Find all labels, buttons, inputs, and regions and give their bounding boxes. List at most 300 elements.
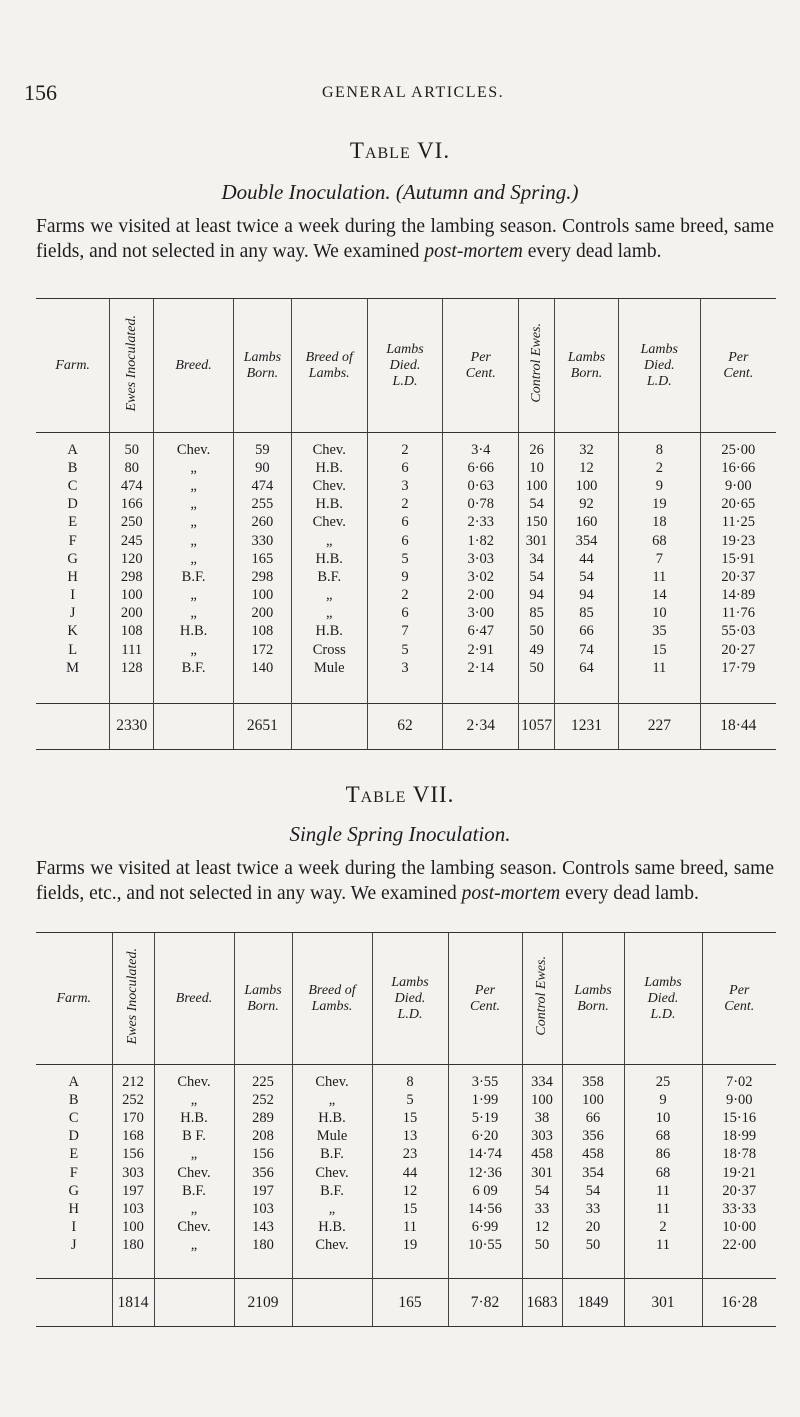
table-cell: 3·02 [443,568,519,586]
table-cell: „ [292,1091,372,1109]
gap-row [36,1255,776,1279]
table-cell: 303 [112,1164,154,1182]
table-cell: B.F. [154,659,234,677]
table-row [36,1200,776,1218]
table-cell: 25 [624,1073,702,1091]
table-cell: 11 [618,659,700,677]
table-cell: C [68,1109,79,1126]
table-cell: 140 [233,659,291,677]
column-header: Per Cent. [702,933,776,1065]
table-cell: 32 [555,441,619,459]
table-cell: 10·55 [448,1237,522,1255]
table-cell: 10 [519,459,555,477]
table7 [36,932,776,1327]
table-cell: 458 [522,1146,562,1164]
total-cell [154,1279,234,1327]
table-cell: 156 [112,1146,154,1164]
table-cell: H.B. [291,550,367,568]
table-cell: 180 [234,1237,292,1255]
table-cell: Chev. [291,477,367,495]
table-cell: 250 [110,514,154,532]
table-cell: C [67,477,78,494]
table-cell: L [68,641,78,658]
table-cell: 12 [372,1182,448,1200]
table-cell: 0·63 [443,477,519,495]
table-cell: 6·66 [443,459,519,477]
table-cell: „ [291,532,367,550]
table7-total-row [36,1279,776,1327]
table-cell: 2 [618,459,700,477]
table-cell: Chev. [292,1237,372,1255]
gap-row [36,433,776,442]
column-header [522,933,562,1065]
total-cell [291,703,367,749]
table-cell: 197 [112,1182,154,1200]
table-cell: 108 [110,623,154,641]
table6-title: Table VI. [349,138,451,163]
table-cell: 150 [519,514,555,532]
table-cell: „ [154,532,234,550]
table-cell: 9·00 [700,477,776,495]
table-cell: 14·74 [448,1146,522,1164]
table-cell: 6 [367,459,443,477]
table-cell: 10 [624,1109,702,1127]
table-cell: „ [154,1237,234,1255]
table-cell: 44 [372,1164,448,1182]
table-cell: 11 [624,1182,702,1200]
table-cell: 2·91 [443,641,519,659]
table-cell: B.F. [154,1182,234,1200]
table-cell: 34 [519,550,555,568]
total-cell: 165 [372,1279,448,1327]
column-header-label: Control Ewes. [528,323,544,403]
table-row [36,1146,776,1164]
total-cell [292,1279,372,1327]
table-cell: 18·78 [702,1146,776,1164]
table-cell: 8 [618,441,700,459]
table-cell: B.F. [292,1182,372,1200]
table-cell: 15·16 [702,1109,776,1127]
table-cell: 7 [367,623,443,641]
total-cell: 2109 [234,1279,292,1327]
table-cell: 18 [618,514,700,532]
table-cell: 10·00 [702,1219,776,1237]
table-cell: 0·78 [443,496,519,514]
table-cell: 13 [372,1128,448,1146]
table-cell: 15 [372,1109,448,1127]
total-cell: 1849 [562,1279,624,1327]
table-cell: 19 [618,496,700,514]
table-cell: 108 [233,623,291,641]
table-cell: 289 [234,1109,292,1127]
table-cell: 301 [522,1164,562,1182]
table-cell: 23 [372,1146,448,1164]
table-cell: I [71,1219,77,1236]
column-header: Per Cent. [448,933,522,1065]
total-cell: 301 [624,1279,702,1327]
table-cell: 25·00 [700,441,776,459]
column-header: Lambs Born. [562,933,624,1065]
column-header: Breed of Lambs. [291,299,367,433]
table-cell: 156 [234,1146,292,1164]
table-cell: 20·27 [700,641,776,659]
table-cell: 12·36 [448,1164,522,1182]
table-cell: 354 [555,532,619,550]
table-cell: 474 [110,477,154,495]
column-header-label: Ewes Inoculated. [125,947,140,1045]
table-cell: 358 [562,1073,624,1091]
table-row [36,477,776,495]
table-cell: 143 [234,1219,292,1237]
table-cell: 356 [234,1164,292,1182]
table-cell: D [67,496,78,513]
table-cell: 298 [110,568,154,586]
table-cell: 33 [522,1200,562,1218]
table-cell: „ [154,459,234,477]
table-cell: 26 [519,441,555,459]
table-cell: 3·55 [448,1073,522,1091]
table-cell: H.B. [291,623,367,641]
table-cell: 64 [555,659,619,677]
table-cell: Mule [292,1128,372,1146]
table-cell: „ [291,587,367,605]
table-cell: Chev. [154,1164,234,1182]
table-cell: 15 [618,641,700,659]
table-cell: 15 [372,1200,448,1218]
table-cell: Chev. [292,1073,372,1091]
table-cell: 50 [562,1237,624,1255]
table-cell: H.B. [292,1109,372,1127]
table-cell: 54 [555,568,619,586]
table-cell: 2 [367,496,443,514]
table-cell: 100 [519,477,555,495]
table-cell: 225 [234,1073,292,1091]
table-cell: 54 [519,568,555,586]
table-cell: 68 [624,1128,702,1146]
table-cell: Mule [291,659,367,677]
table-cell: M [66,659,80,676]
table-cell: 54 [522,1182,562,1200]
table-cell: 252 [234,1091,292,1109]
column-header: Breed of Lambs. [292,933,372,1065]
table-cell: 2·14 [443,659,519,677]
table-cell: 2 [367,441,443,459]
table-cell: H.B. [292,1219,372,1237]
column-header: Lambs Died. L.D. [618,299,700,433]
table-cell: 85 [519,605,555,623]
table-cell: 9 [624,1091,702,1109]
table6-total-row [36,703,776,749]
table-row [36,1237,776,1255]
table-cell: 3·03 [443,550,519,568]
table-cell: 6·47 [443,623,519,641]
table-cell: 10 [618,605,700,623]
table-cell: 128 [110,659,154,677]
table-cell: 11 [618,568,700,586]
table-cell: B.F. [291,568,367,586]
table-cell: 94 [555,587,619,605]
table-cell: „ [154,550,234,568]
table-cell: 100 [110,587,154,605]
table-cell: 2 [367,587,443,605]
table7-subtitle: Single Spring Inoculation. [289,822,511,846]
table-row [36,1091,776,1109]
table-cell: 94 [519,587,555,605]
table-row [36,496,776,514]
table-cell: 35 [618,623,700,641]
table-cell: 200 [233,605,291,623]
table-cell: 20·65 [700,496,776,514]
table-cell: G [68,1182,79,1199]
intro-emphasis: post-mortem [461,883,561,904]
total-cell: 2·34 [443,703,519,749]
intro-text-end: every dead lamb. [522,241,662,262]
gap-row [36,677,776,703]
column-header: Lambs Died. L.D. [624,933,702,1065]
table-cell: 11·76 [700,605,776,623]
table-row [36,1182,776,1200]
table-cell: „ [154,477,234,495]
table-row [36,1164,776,1182]
table-cell: 3·4 [443,441,519,459]
table-cell: 6 09 [448,1182,522,1200]
table-cell: 166 [110,496,154,514]
table-cell: 458 [562,1146,624,1164]
table-cell: F [69,1164,78,1181]
table-cell: G [67,550,78,567]
total-cell: 1814 [112,1279,154,1327]
table-row [36,532,776,550]
table-cell: 38 [522,1109,562,1127]
gap-row [36,1065,776,1074]
table-cell: 7·02 [702,1073,776,1091]
column-header [110,299,154,433]
table-cell: 100 [233,587,291,605]
table-cell: 245 [110,532,154,550]
table-cell: J [70,1237,77,1254]
table-row [36,587,776,605]
table-cell: A [67,441,78,458]
table-cell: 165 [233,550,291,568]
column-header: Lambs Born. [555,299,619,433]
table-cell: 15·91 [700,550,776,568]
table-cell: 160 [555,514,619,532]
table-cell: 19·23 [700,532,776,550]
table-cell: 54 [562,1182,624,1200]
table-cell: „ [154,1091,234,1109]
table-cell: 33 [562,1200,624,1218]
table-cell: 11·25 [700,514,776,532]
table-cell: „ [154,514,234,532]
table-cell: 172 [233,641,291,659]
table-cell: 111 [110,641,154,659]
table-cell: 354 [562,1164,624,1182]
column-header [519,299,555,433]
table-cell: 356 [562,1128,624,1146]
table-row [36,1219,776,1237]
table-cell: 11 [372,1219,448,1237]
table-cell: 86 [624,1146,702,1164]
table-cell: 168 [112,1128,154,1146]
table-row [36,605,776,623]
table-cell: 197 [234,1182,292,1200]
table-cell: „ [154,1200,234,1218]
table-cell: 92 [555,496,619,514]
table-cell: 200 [110,605,154,623]
total-cell: 1057 [519,703,555,749]
table-row [36,1109,776,1127]
table-cell: 20·37 [700,568,776,586]
table-cell: „ [154,1146,234,1164]
table-cell: 74 [555,641,619,659]
table-cell: 22·00 [702,1237,776,1255]
table-cell: 2·00 [443,587,519,605]
table-cell: 255 [233,496,291,514]
table-cell: 80 [110,459,154,477]
table-cell: B F. [154,1128,234,1146]
table-cell: 11 [624,1200,702,1218]
table-cell: H.B. [154,1109,234,1127]
table-cell: 6·99 [448,1219,522,1237]
column-header: Lambs Died. L.D. [372,933,448,1065]
table-cell: „ [291,605,367,623]
table-row [36,659,776,677]
table-cell: 5 [372,1091,448,1109]
table-cell: 100 [562,1091,624,1109]
table-cell: E [68,514,78,531]
table-cell: 100 [112,1219,154,1237]
table-cell: B.F. [292,1146,372,1164]
table-cell: Chev. [154,1219,234,1237]
table-cell: B.F. [154,568,234,586]
table-cell: „ [154,496,234,514]
table7-title: Table VII. [345,782,455,807]
table-row [36,441,776,459]
table-cell: 90 [233,459,291,477]
table-row [36,1073,776,1091]
table-cell: I [70,587,76,604]
running-head: GENERAL ARTICLES. [322,84,505,101]
table-cell: 3·00 [443,605,519,623]
column-header: Per Cent. [700,299,776,433]
table-cell: H.B. [291,459,367,477]
table-cell: H [67,568,78,585]
table-cell: 100 [555,477,619,495]
page-number: 156 [24,80,57,105]
table-cell: 50 [519,623,555,641]
column-header: Farm. [36,299,110,433]
table-cell: Chev. [292,1164,372,1182]
table-cell: B [67,459,78,476]
table-cell: 66 [555,623,619,641]
table-cell: 330 [233,532,291,550]
table-cell: „ [292,1200,372,1218]
table-cell: K [67,623,78,640]
total-cell [36,703,110,749]
table7-header [36,933,776,1065]
table-cell: 3 [367,659,443,677]
intro-text: Farms we visited at least twice a week during the lambing season. Controls same breed, same fields, and not selected in any way. We examined [36,216,774,262]
total-cell: 62 [367,703,443,749]
table-cell: 66 [562,1109,624,1127]
table-cell: 212 [112,1073,154,1091]
table-cell: 6·20 [448,1128,522,1146]
column-header: Breed. [154,933,234,1065]
table-cell: 68 [624,1164,702,1182]
table-cell: H [68,1200,79,1217]
table-cell: Chev. [154,441,234,459]
table-cell: A [68,1073,79,1090]
table-cell: 260 [233,514,291,532]
total-cell: 16·28 [702,1279,776,1327]
table-cell: 85 [555,605,619,623]
table-cell: 180 [112,1237,154,1255]
table-cell: 6 [367,532,443,550]
table-cell: 252 [112,1091,154,1109]
table-row [36,514,776,532]
table-cell: Chev. [154,1073,234,1091]
table-cell: 33·33 [702,1200,776,1218]
table-cell: F [68,532,77,549]
table-cell: 9 [618,477,700,495]
table6-header [36,299,776,433]
table-row [36,1128,776,1146]
table6 [36,298,776,750]
table-cell: 50 [519,659,555,677]
total-cell: 1683 [522,1279,562,1327]
table-cell: 18·99 [702,1128,776,1146]
table-cell: 49 [519,641,555,659]
intro-emphasis: post-mortem [424,241,523,262]
table-cell: 100 [522,1091,562,1109]
table-cell: 301 [519,532,555,550]
table-cell: 170 [112,1109,154,1127]
column-header: Breed. [154,299,234,433]
table-cell: 12 [555,459,619,477]
table-cell: 14·89 [700,587,776,605]
table-cell: 19 [372,1237,448,1255]
table-cell: „ [154,587,234,605]
table-cell: 208 [234,1128,292,1146]
table-cell: 20 [562,1219,624,1237]
table-cell: 50 [110,441,154,459]
total-cell [154,703,234,749]
column-header: Farm. [36,933,112,1065]
total-cell: 227 [618,703,700,749]
column-header: Lambs Born. [233,299,291,433]
table-row [36,568,776,586]
table-cell: 54 [519,496,555,514]
table6-intro [36,214,774,264]
table-cell: 44 [555,550,619,568]
total-cell: 7·82 [448,1279,522,1327]
total-cell: 2330 [110,703,154,749]
table-cell: 6 [367,514,443,532]
table-cell: 5·19 [448,1109,522,1127]
table-cell: 14 [618,587,700,605]
table-cell: 14·56 [448,1200,522,1218]
table-cell: Cross [291,641,367,659]
table-cell: Chev. [291,441,367,459]
table-cell: 303 [522,1128,562,1146]
table-cell: „ [154,605,234,623]
table-cell: 3 [367,477,443,495]
table-cell: 7 [618,550,700,568]
table-cell: H.B. [291,496,367,514]
table-cell: 1·82 [443,532,519,550]
table-cell: „ [154,641,234,659]
total-cell: 2651 [233,703,291,749]
